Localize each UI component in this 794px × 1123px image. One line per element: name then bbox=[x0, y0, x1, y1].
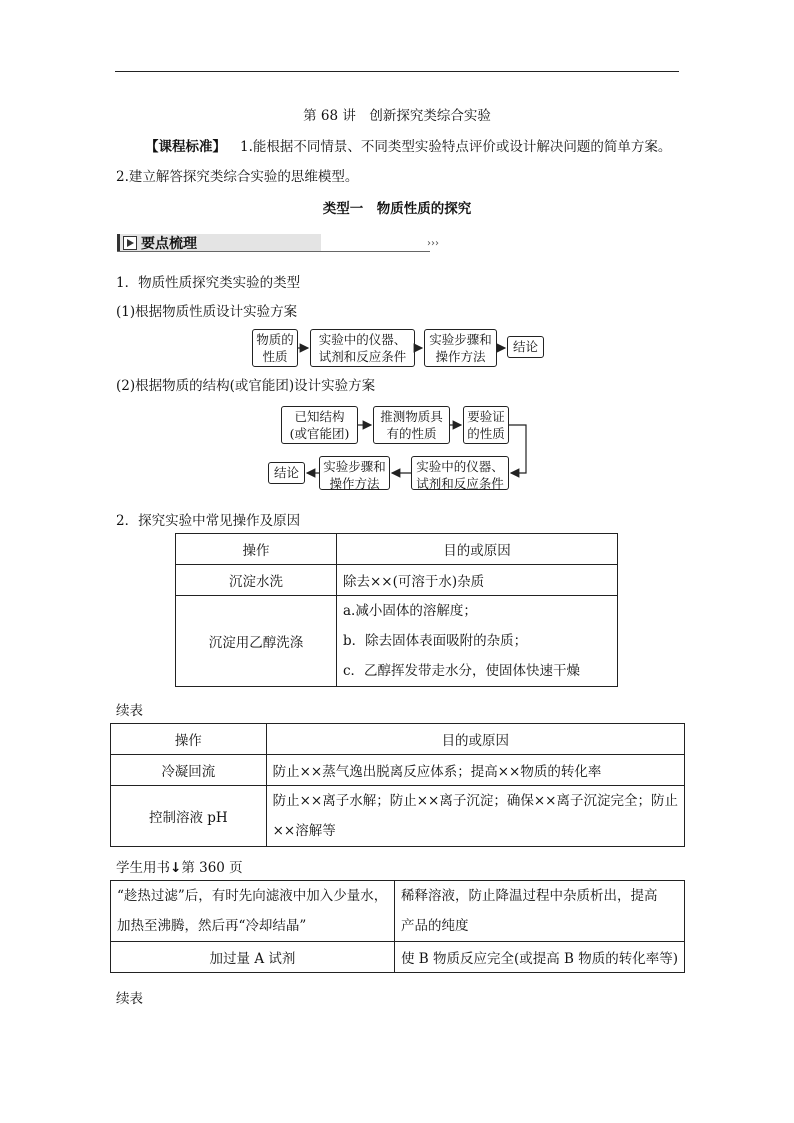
page-note-suffix: 第 360 页 bbox=[181, 860, 243, 876]
flow2-arrow-loop bbox=[509, 425, 526, 473]
page-note bbox=[116, 856, 243, 876]
section1-heading: 1．物质性质探究类实验的类型 bbox=[116, 275, 301, 291]
flow2-box-label: 推测物质具 有的性质 bbox=[380, 409, 443, 441]
flow2-box-label: 实验步骤和 操作方法 bbox=[323, 459, 386, 491]
continued-label-1: 续表 bbox=[116, 703, 143, 719]
flow1-box-label: 结论 bbox=[512, 339, 538, 354]
flow1-box-label: 实验步骤和 操作方法 bbox=[429, 332, 492, 364]
flow2-box-label: 要验证 的性质 bbox=[467, 409, 505, 441]
table-cell-operation: 沉淀水洗 bbox=[176, 565, 337, 596]
standard-2: 2.建立解答探究类综合实验的思维模型。 bbox=[116, 169, 359, 185]
reason-line: 防止××离子水解；防止××离子沉淀；确保××离子沉淀完全；防止 bbox=[272, 793, 678, 809]
arrow-down-icon: ↓ bbox=[170, 860, 182, 876]
table-header-cell: 目的或原因 bbox=[266, 724, 684, 755]
reason-item: b．除去固体表面吸附的杂质； bbox=[343, 633, 528, 649]
table-operations-2 bbox=[110, 723, 685, 847]
reason-item: a.减小固体的溶解度； bbox=[343, 603, 477, 619]
banner-label: 要点梳理 bbox=[141, 236, 197, 252]
section1-sub2: (2)根据物质的结构(或官能团)设计实验方案 bbox=[116, 378, 376, 394]
section2-heading: 2．探究实验中常见操作及原因 bbox=[116, 513, 301, 529]
type-heading: 类型一 物质性质的探究 bbox=[322, 201, 472, 217]
table-cell-operation: 沉淀用乙醇洗涤 bbox=[176, 596, 337, 687]
section1-sub1: (1)根据物质性质设计实验方案 bbox=[116, 304, 298, 320]
reason-line: 稀释溶液，防止降温过程中杂质析出，提高 bbox=[400, 888, 658, 904]
table-cell-reason: 防止××蒸气逸出脱离反应体系；提高××物质的转化率 bbox=[266, 755, 684, 786]
table-row bbox=[111, 786, 685, 847]
table-row bbox=[176, 596, 618, 687]
table-cell-operation: 加过量 A 试剂 bbox=[111, 942, 395, 973]
operation-line: 加热至沸腾，然后再“冷却结晶” bbox=[117, 918, 307, 934]
table-header-row bbox=[111, 724, 685, 755]
table-operations-1 bbox=[175, 533, 618, 687]
table-row bbox=[111, 755, 685, 786]
table-cell-reason: 使 B 物质反应完全(或提高 B 物质的转化率等) bbox=[394, 942, 684, 973]
operation-line: “趁热过滤”后，有时先向滤液中加入少量水， bbox=[117, 888, 388, 904]
table-header-cell: 操作 bbox=[111, 724, 267, 755]
flow1-box-label: 实验中的仪器、 试剂和反应条件 bbox=[318, 332, 407, 364]
reason-line: ××溶解等 bbox=[272, 823, 336, 839]
table-cell-reason bbox=[266, 786, 684, 847]
table-operations-3 bbox=[110, 880, 685, 973]
table-header-cell: 目的或原因 bbox=[337, 534, 618, 565]
reason-line: 产品的纯度 bbox=[400, 918, 469, 934]
standard-label: 【课程标准】 bbox=[145, 139, 226, 155]
table-cell-reason bbox=[337, 596, 618, 687]
flow1-box-label: 物质的 性质 bbox=[256, 332, 294, 364]
page-note-prefix: 学生用书 bbox=[116, 860, 170, 876]
chevrons-icon: ››› bbox=[427, 238, 439, 249]
table-row bbox=[111, 942, 685, 973]
table-cell-operation: 冷凝回流 bbox=[111, 755, 267, 786]
reason-item: c．乙醇挥发带走水分，使固体快速干燥 bbox=[343, 663, 581, 679]
page-title: 第 68 讲 创新探究类综合实验 bbox=[303, 108, 491, 124]
table-cell-reason: 除去××(可溶于水)杂质 bbox=[337, 565, 618, 596]
standard-1: 1.能根据不同情景、不同类型实验特点评价或设计解决问题的简单方案。 bbox=[240, 139, 672, 155]
table-row bbox=[176, 565, 618, 596]
flow2-box-label: 结论 bbox=[273, 465, 299, 480]
table-cell-operation bbox=[111, 881, 395, 942]
table-cell-operation: 控制溶液 pH bbox=[111, 786, 267, 847]
table-cell-reason bbox=[394, 881, 684, 942]
table-header-row bbox=[176, 534, 618, 565]
table-row bbox=[111, 881, 685, 942]
continued-label-2: 续表 bbox=[116, 991, 143, 1007]
table-header-cell: 操作 bbox=[176, 534, 337, 565]
flow2-box-label: 实验中的仪器、 试剂和反应条件 bbox=[416, 459, 504, 491]
flow2-box-label: 已知结构 (或官能团) bbox=[289, 409, 350, 441]
